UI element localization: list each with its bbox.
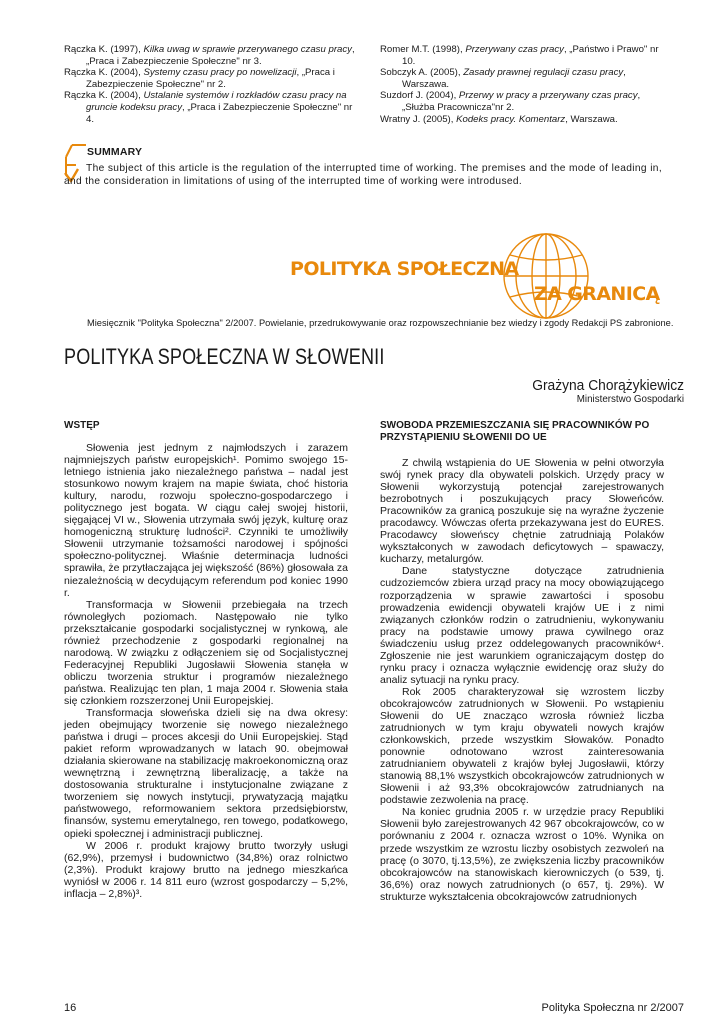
ref-title: Przerwy w pracy a przerywany czas pracy bbox=[458, 90, 638, 102]
ref-rest: , „Praca i Zabezpieczenie Społeczne" nr 4. bbox=[86, 101, 353, 125]
ref-author: Rączka K. (1997), bbox=[64, 44, 144, 55]
page-number: 16 bbox=[64, 1002, 77, 1014]
summary-text bbox=[64, 162, 662, 189]
paragraph: Rok 2005 charakteryzował się wzrostem liczby obcokrajowców zatrudnionych w Słowenii. Po wstąpieniu Słowenii do UE znacząco wzrosła również liczba zatrudnionych w tym kraju obywateli nowych krajów członkowskich, przede wszystkim Słowaków. Ponadto ponownie odnotowano wzrost zainteresowania zatrudnianiem obywateli z krajów byłej Jugosławii, którzy stanowią 88,1% wszystkich obcokrajowców zatrudnionych w Słowenii i aż 93,3% obcokrajowców zatrudnianych na podstawie zezwolenia na pracę. bbox=[380, 685, 664, 807]
ref-title: Kilka uwag w sprawie przerywanego czasu pracy bbox=[143, 44, 352, 55]
section-heading-left: WSTĘP bbox=[64, 420, 100, 431]
summary-body: The subject of this article is the regulation of the interrupted time of working. The premises and the mode of leading in, and the consideration in limitations of using of the interrupted time of working were introdused. bbox=[64, 163, 662, 188]
logo-line-1: POLITYKA SPOŁECZNA bbox=[290, 258, 519, 280]
references-left bbox=[64, 44, 360, 125]
reference-item bbox=[380, 90, 666, 113]
ref-title: Ustalanie systemów i rozkładów czasu pracy na gruncie kodeksu pracy bbox=[86, 90, 347, 113]
ref-author: Wratny J. (2005), bbox=[380, 113, 457, 125]
ref-author: Romer M.T. (1998), bbox=[380, 44, 466, 55]
author-affiliation: Ministerstwo Gospodarki bbox=[576, 394, 684, 405]
paragraph: Dane statystyczne dotyczące zatrudnienia cudzoziemców zbiera urząd pracy na mocy obowiązującego rozporządzenia w sprawie zawartości i sposobu prowadzenia ewidencji obywateli krajów UE i z nimi związanych członków rodzin o zatrudnieniu, wykonywaniu pracy na podstawie umowy prawa cywilnego oraz świadczeniu usług przez oddelegowanych pracowników⁴. Zgłoszenie nie jest warunkiem ograniczającym dostęp do rynku pracy i oznacza wyłącznie ewidencję oraz służy do analiz sytuacji na rynku pracy. bbox=[380, 565, 664, 686]
ref-rest: , „Państwo i Prawo" nr 10. bbox=[402, 44, 659, 67]
ref-author: Sobczyk A. (2005), bbox=[380, 67, 464, 79]
ref-author: Rączka K. (2004), bbox=[64, 90, 144, 102]
ref-rest: , „Służba Pracownicza"nr 2. bbox=[402, 90, 641, 113]
paragraph: W 2006 r. produkt krajowy brutto tworzyły usługi (62,9%), przemysł i budownictwo (34,8%) oraz rolnictwo (2,3%). Produkt krajowy brutto na jednego mieszkańca wyniósł w 2006 r. 14 811 euro (wzrost gospodarczy – 5,2%, inflacja – 2,8%)³. bbox=[64, 839, 348, 900]
reference-item bbox=[64, 44, 360, 67]
paragraph: Na koniec grudnia 2005 r. w urzędzie pracy Republiki Słowenii było zarejestrowanych 42 967 obcokrajowców, co w porównaniu z 2004 r. oznacza wzrost o 10%. Wynika on przede wszystkim ze wzrostu liczby osobistych zezwoleń na pracę (o 3070, tj.13,5%), ze zwiększenia liczby pracowników obcokrajowców na stanowiskach kierowniczych (o 539, tj. 36,6%) oraz nowych zatrudnionych (o 657, tj. 29%). W strukturze wykształcenia obcokrajowców zatrudnionych bbox=[380, 806, 664, 903]
paragraph: Transformacja słoweńska dzieli się na dwa okresy: jeden obejmujący tworzenie się nowego niezależnego państwa i drugi – proces akcesji do Unii Europejskiej. Stąd pakiet reform wprowadzanych w latach 90. obejmował działania skierowane na stabilizację makroekonomiczną oraz wewnętrzną i zewnętrzną liberalizację, a także na dostosowania strukturalne i instytucjonalne związane z tworzeniem się nowych instytucji, prywatyzacją majątku państwowego, reformowaniem sektora przedsiębiorstw, finansów, systemu emerytalnego, ren towego, podatkowego, opieki społecznej i administracji publicznej. bbox=[64, 707, 348, 840]
journal-footer: Polityka Społeczna nr 2/2007 bbox=[541, 1002, 684, 1014]
logo-line-2: ZA GRANICĄ bbox=[534, 283, 660, 305]
reference-item bbox=[380, 114, 666, 126]
paragraph: Z chwilą wstąpienia do UE Słowenia w pełni otworzyła swój rynek pracy dla obywateli polskich. Urzędy pracy w Słowenii wykorzystują potencjał zarejestrowanych bezrobotnych i poszukujących pracy Słoweńców. Pracowników za granicą poszukuje się na wyraźne życzenie pracodawcy. Wówczas oferta przekazywana jest do EURES. Pracodawcy słoweńscy chętnie zatrudniają Polaków wykształconych w zawodach deficytowych – spawaczy, kucharzy, metalurgów. bbox=[380, 457, 664, 566]
ref-title: Systemy czasu pracy po nowelizacji bbox=[143, 67, 297, 79]
references-right bbox=[380, 44, 666, 125]
ref-rest: , Warszawa. bbox=[565, 113, 618, 125]
reference-item bbox=[64, 67, 360, 90]
paragraph: Transformacja w Słowenii przebiegała na trzech równoległych poziomach. Następowało nie tylko przekształcanie gospodarki socjalistycznej w rynkową, ale również przechodzenie z gospodarki regionalnej na narodową. W związku z odłączeniem się od Socjalistycznej Federacyjnej Republiki Jugosławii Słowenia stanęła w obliczu tworzenia struktur i programów niezależnego państwa. Realizując ten plan, 1 maja 2004 r. Słowenia stała się członkiem rozszerzonej Unii Europejskiej. bbox=[64, 598, 348, 707]
ref-author: Suzdorf J. (2004), bbox=[380, 90, 459, 102]
reference-item bbox=[380, 67, 666, 90]
ref-rest: , „Praca i Zabezpieczenie Społeczne" nr 3. bbox=[86, 44, 355, 67]
right-column bbox=[380, 457, 664, 903]
reference-item bbox=[64, 90, 360, 125]
ref-title: Zasady prawnej regulacji czasu pracy bbox=[463, 67, 624, 79]
ref-title: Przerywany czas pracy bbox=[465, 44, 564, 55]
section-heading-right: SWOBODA PRZEMIESZCZANIA SIĘ PRACOWNIKÓW PO PRZYSTĄPIENIU SŁOWENII DO UE bbox=[380, 420, 650, 443]
ref-title: Kodeks pracy. Komentarz bbox=[456, 113, 566, 125]
article-title: POLITYKA SPOŁECZNA W SŁOWENII bbox=[64, 344, 385, 369]
ref-author: Rączka K. (2004), bbox=[64, 67, 144, 79]
paragraph: Słowenia jest jednym z najmłodszych i zarazem najmniejszych państw europejskich¹. Pomimo swojego 15-letniego istnienia jako niezależnego państwa – nadal jest stosunkowo nowym krajem na mapie świata, choć historia kultury, narodu, rozwoju społeczno-gospodarczego i politycznego jest bogata. W ciągu całej swojej historii, sięgającej VI w., Słowenia utrzymała swój język, kulturę oraz homogeniczną strukturę ludności². Czynniki te umożliwiły Słowenii utrzymanie tożsamości narodowej i spójności społeczno-politycznej. Właśnie determinacja ludności sprawiła, że przytłaczająca jej większość (86%) głosowała za niezależnością w decydującym referendum pod koniec 1990 r. bbox=[64, 442, 348, 599]
ref-rest: , „Praca i Zabezpieczenie Społeczne" nr 2. bbox=[86, 67, 335, 90]
summary-heading: SUMMARY bbox=[87, 146, 143, 158]
article-author: Grażyna Chorążykiewicz bbox=[532, 377, 684, 394]
reference-item bbox=[380, 44, 666, 67]
left-column bbox=[64, 442, 348, 900]
ref-rest: , Warszawa. bbox=[402, 67, 626, 90]
copyright-notice: Miesięcznik "Polityka Społeczna" 2/2007. Powielanie, przedrukowywanie oraz rozpowszechnianie bez wiedzy i zgody Redakcji PS zabronione. bbox=[87, 318, 674, 328]
